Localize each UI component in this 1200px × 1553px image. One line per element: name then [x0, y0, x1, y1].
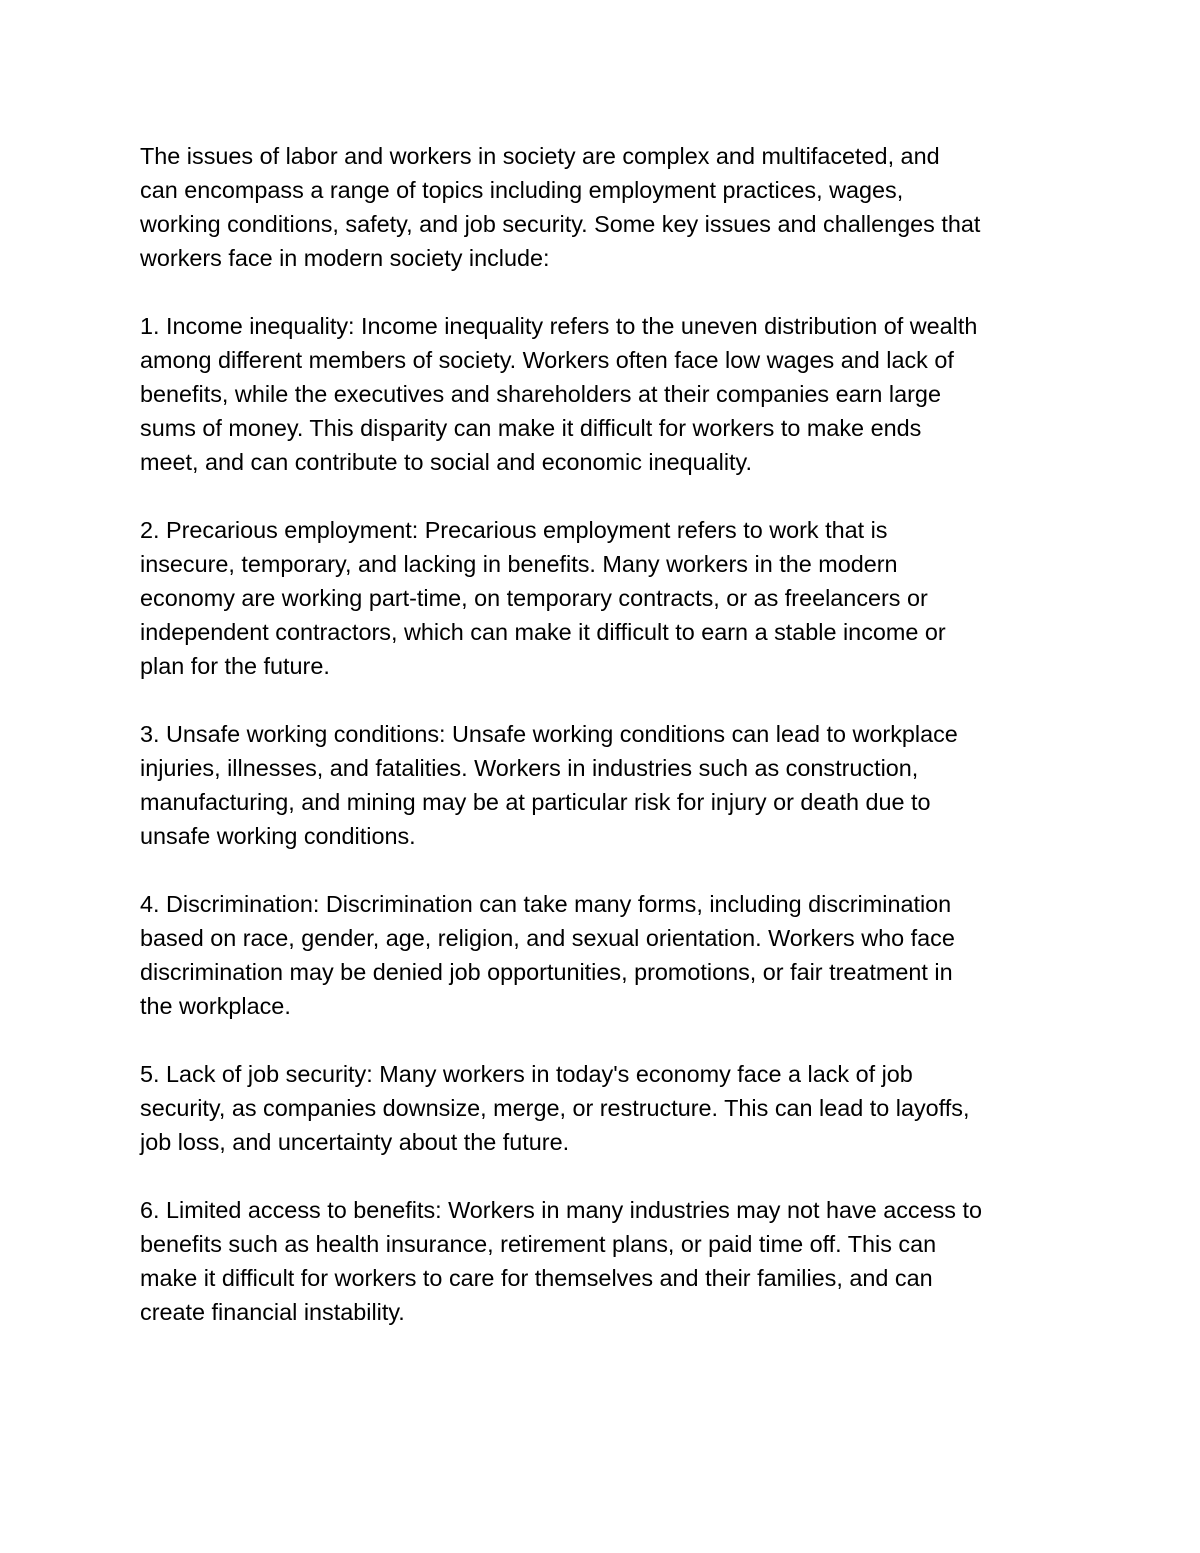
issue-paragraph-unsafe-conditions: [140, 717, 1075, 853]
text-line: security, as companies downsize, merge, or restructure. This can lead to layoffs,: [140, 1095, 970, 1121]
text-line: among different members of society. Workers often face low wages and lack of: [140, 347, 954, 373]
intro-paragraph: [140, 139, 1075, 275]
text-line: The issues of labor and workers in society are complex and multifaceted, and: [140, 143, 940, 169]
text-line: based on race, gender, age, religion, and sexual orientation. Workers who face: [140, 925, 955, 951]
issue-paragraph-job-security: [140, 1057, 1075, 1159]
text-line: manufacturing, and mining may be at particular risk for injury or death due to: [140, 789, 931, 815]
text-line: can encompass a range of topics including employment practices, wages,: [140, 177, 904, 203]
text-line: independent contractors, which can make it difficult to earn a stable income or: [140, 619, 946, 645]
text-line: 2. Precarious employment: Precarious employment refers to work that is: [140, 517, 888, 543]
text-line: benefits, while the executives and shareholders at their companies earn large: [140, 381, 941, 407]
text-line: 5. Lack of job security: Many workers in today's economy face a lack of job: [140, 1061, 913, 1087]
text-line: the workplace.: [140, 993, 291, 1019]
text-line: meet, and can contribute to social and economic inequality.: [140, 449, 752, 475]
text-line: injuries, illnesses, and fatalities. Workers in industries such as construction,: [140, 755, 919, 781]
text-line: benefits such as health insurance, retirement plans, or paid time off. This can: [140, 1231, 937, 1257]
text-line: 6. Limited access to benefits: Workers in many industries may not have access to: [140, 1197, 983, 1223]
text-line: 1. Income inequality: Income inequality refers to the uneven distribution of wealth: [140, 313, 978, 339]
text-line: discrimination may be denied job opportunities, promotions, or fair treatment in: [140, 959, 953, 985]
text-line: working conditions, safety, and job security. Some key issues and challenges that: [140, 211, 981, 237]
issue-paragraph-precarious-employment: [140, 513, 1075, 683]
issue-paragraph-discrimination: [140, 887, 1075, 1023]
text-line: economy are working part-time, on temporary contracts, or as freelancers or: [140, 585, 928, 611]
text-line: 4. Discrimination: Discrimination can take many forms, including discrimination: [140, 891, 952, 917]
text-line: job loss, and uncertainty about the future.: [140, 1129, 570, 1155]
issue-paragraph-income-inequality: [140, 309, 1075, 479]
text-line: insecure, temporary, and lacking in benefits. Many workers in the modern: [140, 551, 898, 577]
text-line: unsafe working conditions.: [140, 823, 416, 849]
text-line: plan for the future.: [140, 653, 330, 679]
text-line: make it difficult for workers to care for themselves and their families, and can: [140, 1265, 933, 1291]
text-line: create financial instability.: [140, 1299, 405, 1325]
text-line: sums of money. This disparity can make it difficult for workers to make ends: [140, 415, 922, 441]
text-line: workers face in modern society include:: [140, 245, 550, 271]
document-body: [140, 139, 1075, 1329]
text-line: 3. Unsafe working conditions: Unsafe working conditions can lead to workplace: [140, 721, 958, 747]
issue-paragraph-limited-benefits: [140, 1193, 1075, 1329]
